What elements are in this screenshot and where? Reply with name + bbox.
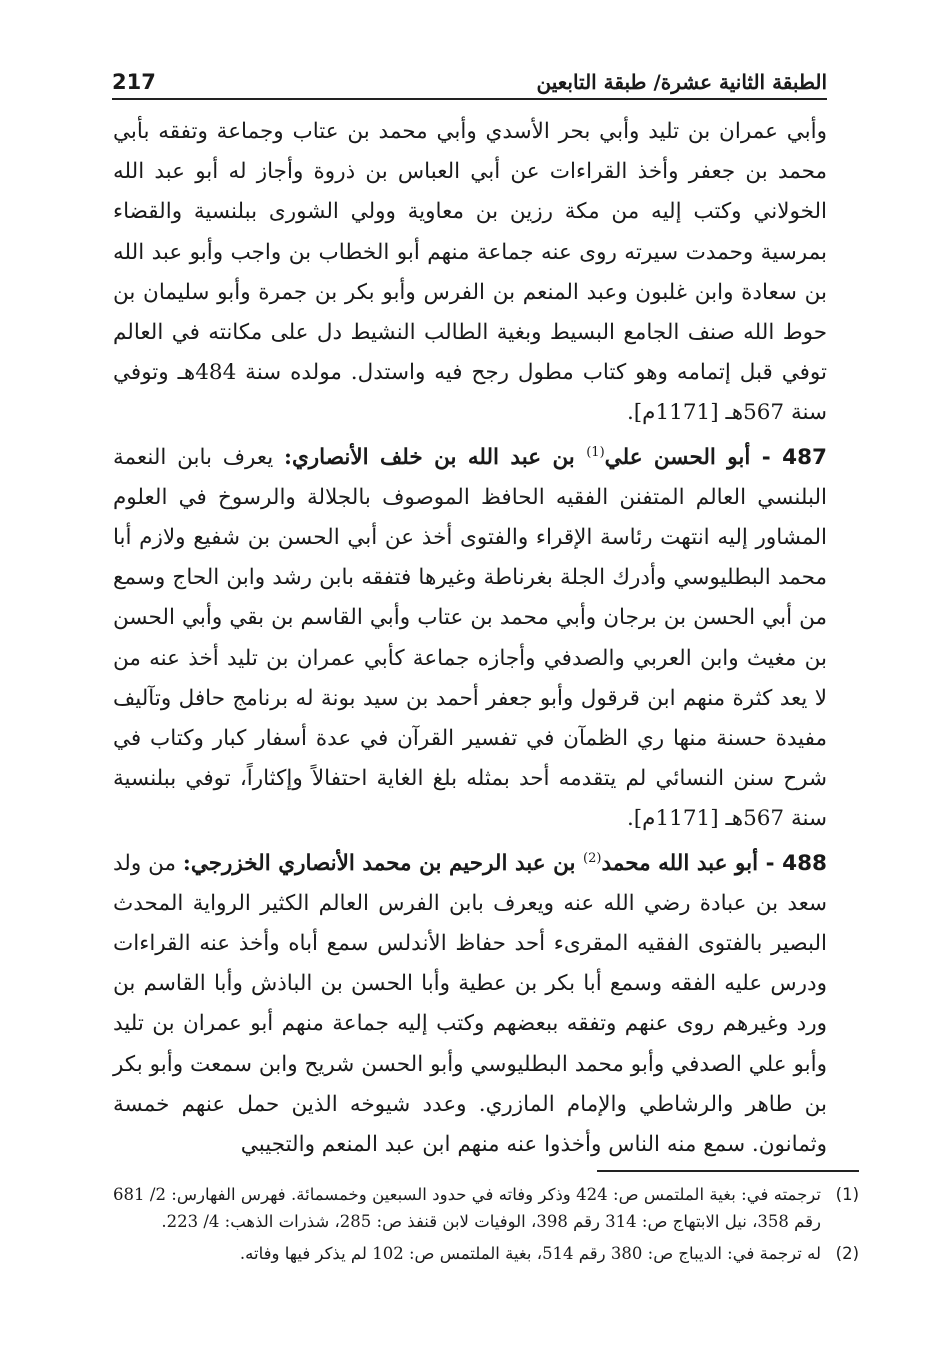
entry-name-rest: بن عبد الرحيم بن محمد الأنصاري الخزرجي: xyxy=(182,850,584,876)
entry-name: أبو عبد الله محمد xyxy=(601,850,759,876)
page-header xyxy=(112,62,827,100)
entry-name: أبو الحسن علي xyxy=(604,444,751,470)
entry-487 xyxy=(113,438,827,840)
main-text xyxy=(113,112,827,1165)
paragraph-text: وأبي عمران بن تليد وأبي بحر الأسدي وأبي محمد بن عتاب وجماعة وتفقه بأبي محمد بن جعفر وأخذ القراءات عن أبي العباس بن ذروة وأجاز له أبو عبد الله الخولاني وكتب إليه من مكة رزين بن معاوية وولي الشورى ببلنسية والقضاء بمرسية وحمدت سيرته روى عنه جماعة منهم أبو الخطاب بن واجب وأبو عبد الله بن سعادة وابن غلبون وعبد المنعم بن الفرس وأبو بكر بن جمرة وأبو سليمان بن حوط الله صنف الجامع البسيط وبغية الطالب النشيط دل على مكانته في العالم توفي قبل إتمامه وهو كتاب مطول رجح فيه واستدل. مولده سنة 484هـ وتوفي سنة 567هـ [1171م]. xyxy=(113,119,827,426)
running-title: الطبقة الثانية عشرة/ طبقة التابعين xyxy=(536,70,827,94)
footnote-marker: (1) xyxy=(835,1185,859,1204)
footnotes xyxy=(113,1182,859,1274)
footnote-marker: (2) xyxy=(835,1244,859,1263)
paragraph-continuation xyxy=(113,112,827,434)
entry-text: من ولد سعد بن عبادة رضي الله عنه ويعرف بابن الفرس العالم الكثير الرواية المحدث البصير بالفتوى الفقيه المقرىء أحد حفاظ الأندلس سمع أباه وأخذ عنه القراءات ودرس عليه الفقه وسمع أبا بكر بن عطية وأبا الحسن بن الباذش وأبا القاسم بن ورد وغيرهم روى عنهم وتفقه ببعضهم وكتب إليه جماعة منهم أبو عمران بن تليد وأبو علي الصدفي وأبو محمد البطليوسي وأبو الحسن شريح وابن سمعت وأبو بكر بن طاهر والرشاطي والإمام المازري. وعدد شيوخه الذين حمل عنهم خمسة وثمانون. سمع منه الناس وأخذوا عنه منهم ابن عبد المنعم والتجيبي xyxy=(113,850,827,1158)
footnote-2 xyxy=(113,1241,859,1268)
footnote-reference[interactable]: (2) xyxy=(583,850,602,866)
entry-name-rest: بن عبد الله بن خلف الأنصاري: xyxy=(284,444,587,470)
page-number: 217 xyxy=(112,70,156,94)
footnote-1 xyxy=(113,1182,859,1235)
footnote-reference[interactable]: (1) xyxy=(586,444,605,460)
entry-text: يعرف بابن النعمة البلنسي العالم المتفنن الفقيه الحافظ الموصوف بالجلالة والرسوخ في العلوم المشاور إليه انتهت رئاسة الإقراء والفتوى أخذ عن أبي الحسن بن شفيع ولازم أبا محمد البطليوسي وأدرك الجلة بغرناطة وغيرها فتفقه بابن رشد وابن الحاج وسمع من أبي الحسن بن برجان وأبي محمد بن عتاب وأبي القاسم بن بقي وأبي الحسن بن مغيث وابن العربي والصدفي وأجازه جماعة كأبي عمران بن تليد أخذ عنه من لا يعد كثرة منهم ابن قرقول وأبو جعفر أحمد بن سيد بونة له برنامج حافل وتآليف مفيدة حسنة منها ري الظمآن في تفسير القرآن في عدة أسفار كبار وكتاب في شرح سنن النسائي لم يتقدمه أحد بمثله بلغ الغاية احتفالاً وإكثاراً، توفي ببلنسية سنة 567هـ [1171م]. xyxy=(113,444,827,832)
footnote-text: له ترجمة في: الديباج ص: 380 رقم 514، بغية الملتمس ص: 102 لم يذكر فيها وفاته. xyxy=(239,1244,821,1263)
footnote-text: ترجمته في: بغية الملتمس ص: 424 وذكر وفاته في حدود السبعين وخمسمائة. فهرس الفهارس: 2/ 681 رقم 358، نيل الابتهاج ص: 314 رقم 398، الوفيات لابن قنفذ ص: 285، شذرات الذهب: 4/ 223. xyxy=(113,1185,821,1231)
entry-number: 487 - xyxy=(750,444,828,470)
footnote-divider xyxy=(597,1170,859,1172)
entry-number: 488 - xyxy=(758,850,827,876)
entry-488 xyxy=(113,844,827,1166)
